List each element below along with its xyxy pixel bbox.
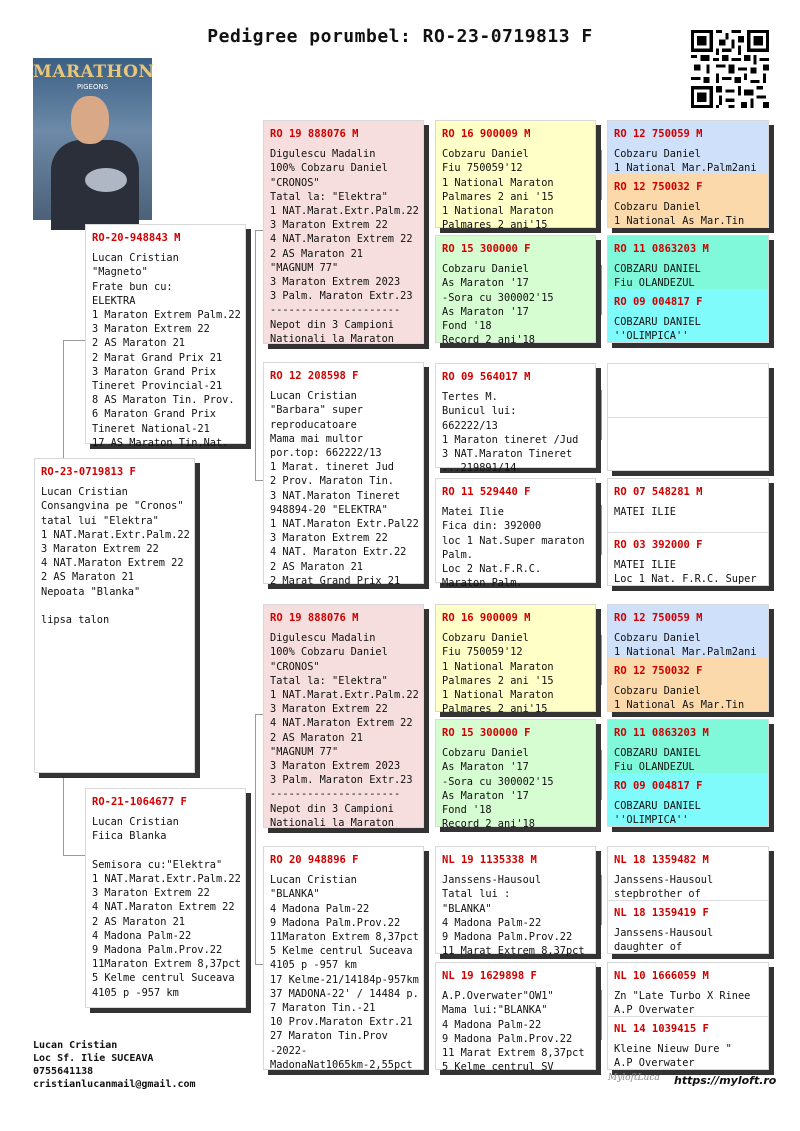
pigeon-details: Kleine Nieuw Dure " A.P Overwater	[614, 1043, 732, 1070]
connector-line	[601, 390, 602, 440]
pigeon-details: MATEI ILIE	[614, 506, 676, 519]
ring-number: RO 11 0863203 M	[614, 727, 709, 739]
pigeon-details: Matei Ilie Fica din: 392000 loc 1 Nat.Super maraton Palm. Loc 2 Nat.F.R.C. Maraton Palm.	[442, 506, 585, 590]
website-link[interactable]: https://myloft.ro	[674, 1074, 777, 1087]
connector-line	[63, 855, 85, 856]
connector-line	[428, 905, 429, 1020]
connector-line	[601, 150, 602, 200]
great-grandparent-card	[435, 719, 596, 831]
subject-pigeon-card	[34, 458, 195, 773]
qr-code-icon	[691, 30, 769, 108]
ring-number: NL 10 1666059 M	[614, 970, 709, 982]
pigeon-details: Lucan Cristian Fiica Blanka Semisora cu:"Elektra" 1 NAT.Marat.Extr.Palm.22 3 Maraton Extrem 22 4 NAT.Maraton Extrem 22 2 AS Maraton 21 4 Madona Palm-22 9 Madona Palm.Prov.22 11Maraton Extrem 8,37pct 5 Kelme centrul Suceava 4105 p -957 km	[92, 816, 241, 999]
owner-contact	[33, 1039, 196, 1091]
ring-number: NL 19 1629898 F	[442, 970, 537, 982]
connector-line	[601, 990, 602, 1040]
ring-number: RO 12 208598 F	[270, 370, 359, 382]
gen5-pair-card	[607, 235, 769, 343]
pigeon-details: Cobzaru Daniel As Maraton '17 -Sora cu 300002'15 As Maraton '17 Fond '18 Record 2 ani'18	[442, 263, 554, 347]
grandsire-paternal-card	[263, 120, 424, 344]
great-grandparent-card	[435, 235, 596, 347]
ring-number: RO 09 564017 M	[442, 371, 531, 383]
grandsire-maternal-card	[263, 604, 424, 828]
gen5-pair-card	[607, 719, 769, 827]
connector-line	[428, 660, 429, 775]
pigeon-details: COBZARU DANIEL ''OLIMPICA''	[614, 316, 701, 343]
pigeon-details: COBZARU DANIEL ''OLIMPICA''	[614, 800, 701, 827]
connector-line	[63, 340, 64, 460]
connector-line	[601, 635, 602, 685]
ring-number: RO 09 004817 F	[614, 296, 703, 308]
ring-number: RO 12 750059 M	[614, 612, 703, 624]
great-grandparent-card	[435, 846, 596, 958]
cover-person-head	[71, 96, 109, 144]
ring-number: NL 19 1135338 M	[442, 854, 537, 866]
cover-subtitle: PIGEONS	[76, 83, 109, 91]
owner-name: Lucan Cristian	[33, 1040, 118, 1051]
ring-number: RO 16 900009 M	[442, 612, 531, 624]
dam-card	[85, 788, 246, 1008]
connector-line	[255, 480, 263, 481]
ring-number: RO 12 750032 F	[614, 665, 703, 677]
page-title: Pedigree porumbel: RO-23-0719813 F	[207, 26, 593, 47]
connector-line	[601, 265, 602, 315]
ring-number: RO 11 0863203 M	[614, 243, 709, 255]
pigeon-details: MATEI ILIE Loc 1 Nat. F.R.C. Super	[614, 559, 757, 586]
magazine-cover-image	[33, 58, 155, 220]
connector-line	[428, 420, 429, 535]
gen5-pair-card	[607, 478, 769, 586]
ring-number: RO 19 888076 M	[270, 612, 359, 624]
ring-number: RO 09 004817 F	[614, 780, 703, 792]
great-grandparent-card	[435, 363, 596, 475]
great-grandparent-card	[435, 120, 596, 232]
pigeon-details: Digulescu Madalin 100% Cobzaru Daniel "CRONOS" Tatal la: "Elektra" 1 NAT.Marat.Extr.Palm.22 3 Maraton Extrem 22 4 NAT.Maraton Extrem 22 2 AS Maraton 21 "MAGNUM 77" 3 Maraton Extrem 2023 3 Palm. Maraton Extr.23 --------------------- Nepot din 3 Campioni Nationali la Maraton	[270, 632, 419, 829]
great-grandparent-card	[435, 478, 596, 590]
connector-line	[601, 750, 602, 800]
ring-number: RO 15 300000 F	[442, 727, 531, 739]
pigeon-details: Lucan Cristian "Magneto" Frate bun cu: ELEKTRA 1 Maraton Extrem Palm.22 3 Maraton Extrem 22 2 AS Maraton 21 2 Marat Grand Prix 21 3 Maraton Grand Prix Tineret Provincial-21 8 AS Maraton Tin. Prov. 6 Maraton Grand Prix Tineret National-21 17 AS Maraton Tin.Nat.	[92, 252, 241, 449]
ring-number: NL 18 1359482 M	[614, 854, 709, 866]
pigeon-details: Tertes M. Bunicul lui: 662222/13 1 Maraton tineret /Jud 3 NAT.Maraton Tineret ...219891/14	[442, 391, 579, 475]
connector-line	[255, 714, 256, 964]
gen5-pair-card	[607, 604, 769, 712]
ring-number: RO 16 900009 M	[442, 128, 531, 140]
pigeon-details: Cobzaru Daniel Fiu 750059'12 1 National Maraton Palmares 2 ani '15 1 National Maraton Palmares 2 ani'15	[442, 632, 554, 716]
ring-number: RO 12 750032 F	[614, 181, 703, 193]
owner-phone: 0755641138	[33, 1066, 94, 1077]
connector-line	[255, 964, 263, 965]
pigeon-details: Cobzaru Daniel 1 National Mar.Palm2ani	[614, 148, 757, 175]
granddam-paternal-card	[263, 362, 424, 587]
ring-number: RO 12 750059 M	[614, 128, 703, 140]
cover-pigeon	[85, 168, 127, 192]
connector-line	[428, 175, 429, 290]
pigeon-details: COBZARU DANIEL Fiu OLANDEZUL	[614, 747, 701, 774]
connector-line	[255, 230, 263, 231]
ring-number: RO 03 392000 F	[614, 539, 703, 551]
gen5-pair-card	[607, 962, 769, 1070]
pigeon-details: Lucan Cristian "Barbara" super reproducatoare Mama mai multor por.top: 662222/13 1 Marat. tineret Jud 2 Prov. Maraton Tin. 3 NAT.Maraton Tineret 948894-20 "ELEKTRA" 1 NAT.Maraton Extr.Pal22 3 Maraton Extrem 22 4 NAT. Maraton Extr.22 2 AS Maraton 21 2 Marat Grand Prix 21	[270, 390, 419, 587]
connector-line	[255, 714, 263, 715]
pigeon-details: Cobzaru Daniel 1 National As Mar.Tin	[614, 201, 745, 228]
owner-address: Loc Sf. Ilie SUCEAVA	[33, 1053, 154, 1064]
sire-card	[85, 224, 246, 449]
connector-line	[601, 875, 602, 925]
ring-number: RO-20-948843 M	[92, 232, 181, 244]
gen5-pair-card	[607, 120, 769, 228]
pigeon-details: Cobzaru Daniel As Maraton '17 -Sora cu 300002'15 As Maraton '17 Fond '18 Record 2 ani'18	[442, 747, 554, 831]
connector-line	[601, 505, 602, 555]
connector-line	[63, 340, 85, 341]
pigeon-details: Lucan Cristian Consangvina pe "Cronos" tatal lui "Elektra" 1 NAT.Marat.Extr.Palm.22 3 Maraton Extrem 22 4 NAT.Maraton Extrem 22 2 AS Maraton 21 Nepoata "Blanka" lipsa talon	[41, 486, 190, 627]
owner-email[interactable]: cristianlucanmail@gmail.com	[33, 1079, 196, 1090]
pigeon-details: Cobzaru Daniel 1 National Mar.Palm2ani	[614, 632, 757, 659]
ring-number: NL 18 1359419 F	[614, 907, 709, 919]
pigeon-details: Janssens-Hausoul stepbrother of	[614, 874, 714, 901]
ring-number: RO 20 948896 F	[270, 854, 359, 866]
signature: MyloftLuca	[608, 1073, 660, 1083]
connector-line	[255, 230, 256, 480]
pigeon-details: A.P.Overwater"OW1" Mama lui:"BLANKA" 4 Madona Palm-22 9 Madona Palm.Prov.22 11 Marat Extrem 8,37pct 5 Kelme centrul SV	[442, 990, 585, 1074]
pigeon-details: Janssens-Hausoul daughter of	[614, 927, 714, 954]
pigeon-details: Zn "Late Turbo X Rinee A.P Overwater	[614, 990, 751, 1017]
ring-number: RO 19 888076 M	[270, 128, 359, 140]
pigeon-details: Cobzaru Daniel 1 National As Mar.Tin	[614, 685, 745, 712]
pigeon-details: COBZARU DANIEL Fiu OLANDEZUL	[614, 263, 701, 290]
ring-number: RO-23-0719813 F	[41, 466, 136, 478]
pigeon-details: Lucan Cristian "BLANKA" 4 Madona Palm-22 9 Madona Palm.Prov.22 11Maraton Extrem 8,37pct 5 Kelme centrul Suceava 4105 p -957 km 17 Kelme-21/14184p-957km 37 MADONA-22' / 14484 p. 7 Maraton Tin.-21 10 Prov.Maraton Extr.21 27 Maraton Tin.Prov -2022- MadonaNat1065km-2,55pct	[270, 874, 419, 1071]
great-grandparent-card	[435, 604, 596, 716]
connector-line	[63, 775, 64, 855]
ring-number: RO 07 548281 M	[614, 486, 703, 498]
pigeon-details: Janssens-Hausoul Tatal lui : "BLANKA" 4 Madona Palm-22 9 Madona Palm.Prov.22 11 Marat Extrem 8,37pct	[442, 874, 585, 958]
great-grandparent-card	[435, 962, 596, 1074]
cover-brand: MARATHON	[33, 62, 155, 82]
ring-number: RO-21-1064677 F	[92, 796, 187, 808]
pigeon-details: Digulescu Madalin 100% Cobzaru Daniel "CRONOS" Tatal la: "Elektra" 1 NAT.Marat.Extr.Palm.22 3 Maraton Extrem 22 4 NAT.Maraton Extrem 22 2 AS Maraton 21 "MAGNUM 77" 3 Maraton Extrem 2023 3 Palm. Maraton Extr.23 --------------------- Nepot din 3 Campioni Nationali la Maraton	[270, 148, 419, 345]
gen5-pair-card-empty	[607, 363, 769, 471]
gen5-pair-card	[607, 846, 769, 954]
granddam-maternal-card	[263, 846, 424, 1070]
ring-number: RO 11 529440 F	[442, 486, 531, 498]
ring-number: NL 14 1039415 F	[614, 1023, 709, 1035]
ring-number: RO 15 300000 F	[442, 243, 531, 255]
pigeon-details: Cobzaru Daniel Fiu 750059'12 1 National Maraton Palmares 2 ani '15 1 National Maraton Palmares 2 ani'15	[442, 148, 554, 232]
